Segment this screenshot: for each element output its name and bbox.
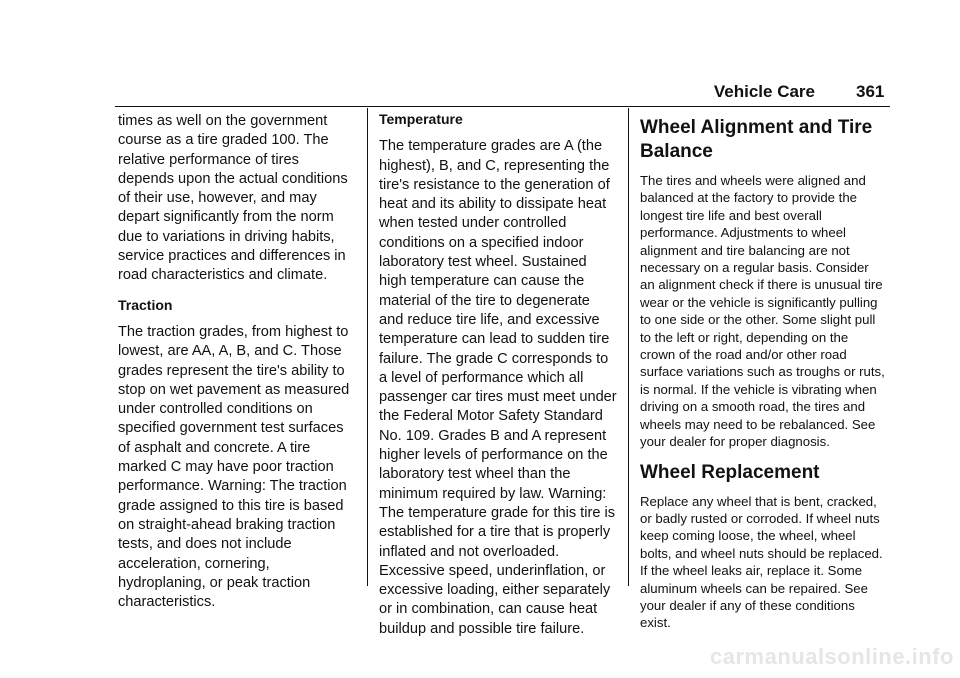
column-divider <box>628 108 629 586</box>
column-divider <box>367 108 368 586</box>
temperature-heading: Temperature <box>379 111 463 127</box>
watermark: carmanualsonline.info <box>710 644 954 669</box>
page-number: 361 <box>856 82 885 101</box>
header-rule <box>115 106 890 107</box>
column-middle <box>379 112 617 649</box>
paragraph: Replace any wheel that is bent, cracked, or badly rusted or corroded. If wheel nuts keep coming loose, the wheel, wheel bolts, and wheel nuts should be replaced. If the wheel leaks air, replace it. Some aluminum wheels can be repaired. See your dealer if any of these conditions exist. <box>640 493 883 631</box>
page-header <box>0 82 960 112</box>
paragraph: The temperature grades are A (the highest), B, and C, representing the tire's resistance to the generation of heat and its ability to dissipate heat when tested under controlled conditions on a specified indoor laboratory test wheel. Sustained high temperature can cause the material of the tire to degenerate and reduce tire life, and excessive temperature can lead to sudden tire failure. The grade C corresponds to a level of performance which all passenger car tires must meet under the Federal Motor Safety Standard No. 109. Grades B and A represent higher levels of performance on the laboratory test wheel than the minimum required by law. Warning: The temperature grade for this tire is established for a tire that is properly inflated and not overloaded. Excessive speed, underinflation, or excessive loading, either separately or in combination, can cause heat buildup and possible tire failure. <box>379 138 617 637</box>
wheel-replacement-heading: Wheel Replacement <box>640 461 820 483</box>
paragraph: The traction grades, from highest to lowest, are AA, A, B, and C. Those grades represent the tire's ability to stop on wet pavement as measured under controlled conditions on specified government test surfaces of asphalt and concrete. A tire marked C may have poor traction performance. Warning: The traction grade assigned to this tire is based on straight-ahead braking traction tests, and does not include acceleration, cornering, hydroplaning, or peak traction characteristics. <box>118 323 350 611</box>
paragraph: The tires and wheels were aligned and balanced at the factory to provide the longest tire life and best overall performance. Adjustments to wheel alignment and tire balancing are not necessary on a regular basis. Consider an alignment check if there is unusual tire wear or the vehicle is significantly pulling to one side or the other. Some slight pull to the left or right, depending on the crown of the road and/or other road surface variations such as troughs or ruts, is normal. If the vehicle is vibrating when driving on a smooth road, the tires and wheels may need to be rebalanced. See your dealer for proper diagnosis. <box>640 173 885 450</box>
column-left <box>118 112 356 622</box>
section-title: Vehicle Care <box>713 82 815 101</box>
paragraph: times as well on the government course as a tire graded 100. The relative performance of tires depends upon the actual conditions of their use, however, and may depart significantly from the norm due to variations in driving habits, service practices and differences in road characteristics and climate. <box>118 113 348 284</box>
wheel-alignment-heading: Wheel Alignment and Tire Balance <box>640 117 873 162</box>
traction-heading: Traction <box>118 296 173 313</box>
column-right <box>640 112 885 642</box>
